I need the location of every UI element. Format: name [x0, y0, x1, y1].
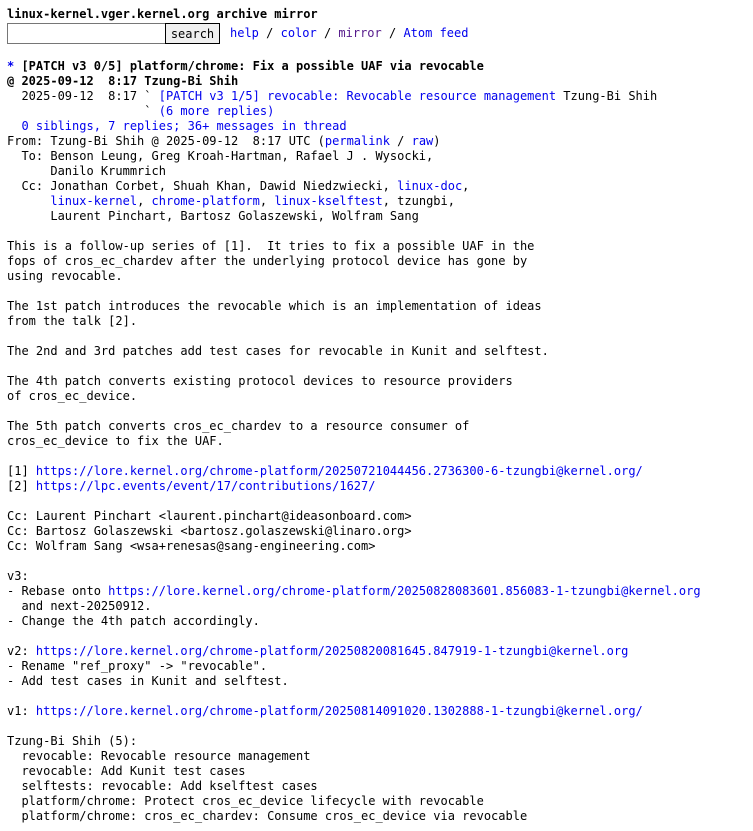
search-bar — [7, 23, 753, 44]
body-line: cros_ec_device to fix the UAF. — [7, 434, 224, 448]
ref1-link[interactable]: https://lore.kernel.org/chrome-platform/20250721044456.2736300-6-tzungbi@kernel.org/ — [35, 464, 643, 478]
body-cc-line: Cc: Laurent Pinchart <laurent.pinchart@ideasonboard.com> — [7, 509, 412, 523]
shortlog-heading: Tzung-Bi Shih (5): — [7, 734, 138, 748]
version-label: v3: — [7, 569, 29, 583]
comma: , — [462, 179, 470, 193]
shortlog-item: platform/chrome: Protect cros_ec_device lifecycle with revocable — [7, 794, 484, 808]
body-cc-line: Cc: Wolfram Sang <wsa+renesas@sang-engineering.com> — [7, 539, 376, 553]
comma: , — [137, 194, 152, 208]
version-label: v1: — [7, 704, 36, 718]
more-prefix: ` — [7, 104, 159, 118]
changelog-text: - Rebase onto — [7, 584, 109, 598]
body-line: using revocable. — [7, 269, 123, 283]
v2-link[interactable]: https://lore.kernel.org/chrome-platform/20250820081645.847919-1-tzungbi@kernel.org — [35, 644, 629, 658]
paren: ) — [433, 134, 441, 148]
siblings-link[interactable]: 0 siblings, 7 replies; 36+ messages in thread — [21, 119, 347, 133]
shortlog-item: selftests: revocable: Add kselftest cases — [7, 779, 318, 793]
body-line: This is a follow-up series of [1]. It tries to fix a possible UAF in the — [7, 239, 535, 253]
ref2-link[interactable]: https://lpc.events/event/17/contributions/1627/ — [35, 479, 376, 493]
nav-sep: / — [258, 26, 281, 40]
linux-kernel-link[interactable]: linux-kernel — [50, 194, 138, 208]
chrome-platform-link[interactable]: chrome-platform — [151, 194, 260, 208]
reference-line — [7, 464, 753, 479]
nav-sep: / — [316, 26, 339, 40]
reply-link[interactable]: [PATCH v3 1/5] revocable: Revocable resource management — [158, 89, 557, 103]
nav-links — [230, 26, 468, 41]
cc-text: , tzungbi, — [382, 194, 455, 208]
permalink-link[interactable]: permalink — [324, 134, 390, 148]
cc-line — [7, 179, 753, 194]
reply-line — [7, 89, 753, 104]
shortlog-item: platform/chrome: cros_ec_chardev: Consume cros_ec_device via revocable — [7, 809, 528, 823]
raw-link[interactable]: raw — [411, 134, 434, 148]
changelog-line: and next-20250912. — [7, 599, 152, 613]
from-text: From: Tzung-Bi Shih @ 2025-09-12 8:17 UTC ( — [7, 134, 325, 148]
from-line — [7, 134, 753, 149]
linux-doc-link[interactable]: linux-doc — [397, 179, 463, 193]
thread-date-author: @ 2025-09-12 8:17 Tzung-Bi Shih — [7, 74, 239, 88]
cc-text: Cc: Jonathan Corbet, Shuah Khan, Dawid Niedzwiecki, — [7, 179, 398, 193]
search-input[interactable] — [7, 23, 165, 44]
thread-subject: [PATCH v3 0/5] platform/chrome: Fix a possible UAF via revocable — [14, 59, 484, 73]
body-line: The 4th patch converts existing protocol devices to resource providers — [7, 374, 513, 388]
body-line: The 1st patch introduces the revocable which is an implementation of ideas — [7, 299, 542, 313]
reply-prefix: 2025-09-12 8:17 ` — [7, 89, 159, 103]
cc-line-cont — [7, 194, 753, 209]
changelog-line: - Change the 4th patch accordingly. — [7, 614, 260, 628]
linux-kselftest-link[interactable]: linux-kselftest — [274, 194, 383, 208]
mirror-link[interactable]: mirror — [338, 26, 382, 40]
ref-label: [1] — [7, 464, 36, 478]
thread-star-link[interactable]: * — [7, 59, 15, 73]
v3-rebase-link[interactable]: https://lore.kernel.org/chrome-platform/20250828083601.856083-1-tzungbi@kernel.org — [108, 584, 701, 598]
version-label: v2: — [7, 644, 36, 658]
to-line-cont: Danilo Krummrich — [7, 164, 166, 178]
sep: / — [389, 134, 412, 148]
archive-title: linux-kernel.vger.kernel.org archive mirror — [7, 7, 318, 21]
to-line: To: Benson Leung, Greg Kroah-Hartman, Rafael J . Wysocki, — [7, 149, 434, 163]
changelog-line: - Rename "ref_proxy" -> "revocable". — [7, 659, 268, 673]
indent — [7, 194, 50, 208]
cc-line-cont2: Laurent Pinchart, Bartosz Golaszewski, Wolfram Sang — [7, 209, 419, 223]
siblings-line — [7, 119, 753, 134]
body-line: from the talk [2]. — [7, 314, 138, 328]
comma: , — [259, 194, 275, 208]
thread-subject-line — [7, 59, 753, 74]
changelog-line — [7, 584, 753, 599]
ref-label: [2] — [7, 479, 36, 493]
body-line: The 2nd and 3rd patches add test cases for revocable in Kunit and selftest. — [7, 344, 549, 358]
more-replies-line — [7, 104, 753, 119]
color-link[interactable]: color — [280, 26, 317, 40]
shortlog-item: revocable: Add Kunit test cases — [7, 764, 246, 778]
reply-author: Tzung-Bi Shih — [556, 89, 658, 103]
v1-link[interactable]: https://lore.kernel.org/chrome-platform/20250814091020.1302888-1-tzungbi@kernel.org/ — [35, 704, 643, 718]
version-line — [7, 644, 753, 659]
reference-line — [7, 479, 753, 494]
more-replies-link[interactable]: (6 more replies) — [158, 104, 275, 118]
changelog-line: - Add test cases in Kunit and selftest. — [7, 674, 289, 688]
indent — [7, 119, 21, 133]
help-link[interactable]: help — [230, 26, 259, 40]
shortlog-item: revocable: Revocable resource management — [7, 749, 311, 763]
body-line: fops of cros_ec_chardev after the underlying protocol device has gone by — [7, 254, 528, 268]
atom-feed-link[interactable]: Atom feed — [403, 26, 469, 40]
nav-sep: / — [381, 26, 404, 40]
body-line: The 5th patch converts cros_ec_chardev to a resource consumer of — [7, 419, 470, 433]
search-button[interactable]: search — [165, 23, 220, 44]
body-line: of cros_ec_device. — [7, 389, 138, 403]
body-cc-line: Cc: Bartosz Golaszewski <bartosz.golaszewski@linaro.org> — [7, 524, 412, 538]
version-line — [7, 704, 753, 719]
